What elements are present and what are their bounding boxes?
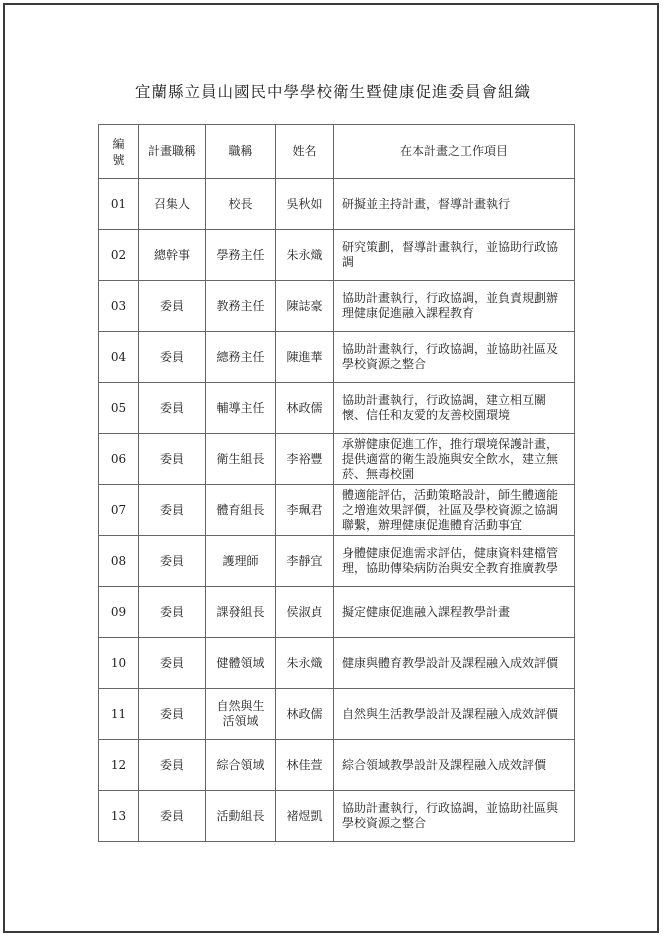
row-duty: 承辦健康促進工作，推行環境保護計畫，提供適當的衛生設施與安全飲水，建立無菸、無毒校園: [334, 434, 575, 485]
row-title: 體育組長: [206, 485, 276, 536]
row-name: 李珮君: [276, 485, 334, 536]
row-name: 吳秋如: [276, 179, 334, 230]
row-role: 總幹事: [139, 230, 206, 281]
row-name: 林政儒: [276, 689, 334, 740]
row-title: 活動組長: [206, 791, 276, 842]
row-title: 校長: [206, 179, 276, 230]
row-role: 委員: [139, 281, 206, 332]
row-number: 03: [99, 281, 139, 332]
row-duty: 研擬並主持計畫，督導計畫執行: [334, 179, 575, 230]
row-title: 總務主任: [206, 332, 276, 383]
row-duty: 身體健康促進需求評估，健康資料建檔管理，協助傳染病防治與安全教育推廣教學: [334, 536, 575, 587]
row-name: 褚煜凱: [276, 791, 334, 842]
row-title: 課發組長: [206, 587, 276, 638]
row-title: 健體領域: [206, 638, 276, 689]
table-row: [99, 434, 575, 485]
row-role: 委員: [139, 536, 206, 587]
row-role: 委員: [139, 485, 206, 536]
row-role: 委員: [139, 332, 206, 383]
row-role: 委員: [139, 383, 206, 434]
table-row: [99, 587, 575, 638]
row-duty: 協助計畫執行，行政協調，並負責規劃辦理健康促進融入課程教育: [334, 281, 575, 332]
table-row: [99, 281, 575, 332]
header-no: 編號: [99, 125, 139, 179]
row-duty: 自然與生活教學設計及課程融入成效評價: [334, 689, 575, 740]
row-number: 02: [99, 230, 139, 281]
row-duty: 研究策劃，督導計畫執行，並協助行政協調: [334, 230, 575, 281]
row-name: 陳進華: [276, 332, 334, 383]
committee-table: [98, 124, 575, 842]
table-header-row: [99, 125, 575, 179]
header-role: 計畫職稱: [139, 125, 206, 179]
row-name: 侯淑貞: [276, 587, 334, 638]
row-duty: 協助計畫執行，行政協調，並協助社區及學校資源之整合: [334, 332, 575, 383]
row-number: 09: [99, 587, 139, 638]
row-name: 林政儒: [276, 383, 334, 434]
row-role: 委員: [139, 434, 206, 485]
table-row: [99, 536, 575, 587]
row-name: 林佳萱: [276, 740, 334, 791]
row-title: 自然與生活領域: [206, 689, 276, 740]
table-row: [99, 179, 575, 230]
row-role: 召集人: [139, 179, 206, 230]
row-role: 委員: [139, 740, 206, 791]
row-name: 陳誌豪: [276, 281, 334, 332]
table-row: [99, 689, 575, 740]
row-role: 委員: [139, 638, 206, 689]
row-title: 護理師: [206, 536, 276, 587]
row-role: 委員: [139, 689, 206, 740]
row-name: 朱永熾: [276, 230, 334, 281]
row-duty: 擬定健康促進融入課程教學計畫: [334, 587, 575, 638]
row-number: 04: [99, 332, 139, 383]
table-row: [99, 383, 575, 434]
row-name: 李靜宜: [276, 536, 334, 587]
row-title: 綜合領域: [206, 740, 276, 791]
table-row: [99, 230, 575, 281]
row-title: 學務主任: [206, 230, 276, 281]
row-duty: 協助計畫執行，行政協調，建立相互關懷、信任和友愛的友善校園環境: [334, 383, 575, 434]
row-number: 05: [99, 383, 139, 434]
row-role: 委員: [139, 587, 206, 638]
table-row: [99, 638, 575, 689]
document-title: 宜蘭縣立員山國民中學學校衛生暨健康促進委員會組織: [134, 83, 531, 101]
header-duty: 在本計畫之工作項目: [334, 125, 575, 179]
row-title: 衛生組長: [206, 434, 276, 485]
table-row: [99, 740, 575, 791]
row-title: 教務主任: [206, 281, 276, 332]
header-name: 姓名: [276, 125, 334, 179]
row-role: 委員: [139, 791, 206, 842]
row-number: 13: [99, 791, 139, 842]
row-title: 輔導主任: [206, 383, 276, 434]
table-row: [99, 332, 575, 383]
row-duty: 綜合領域教學設計及課程融入成效評價: [334, 740, 575, 791]
row-duty: 健康與體育教學設計及課程融入成效評價: [334, 638, 575, 689]
table-row: [99, 791, 575, 842]
row-duty: 協助計畫執行，行政協調，並協助社區與學校資源之整合: [334, 791, 575, 842]
row-name: 李裕豐: [276, 434, 334, 485]
header-title: 職稱: [206, 125, 276, 179]
row-number: 06: [99, 434, 139, 485]
row-number: 10: [99, 638, 139, 689]
row-number: 01: [99, 179, 139, 230]
table-row: [99, 485, 575, 536]
row-number: 07: [99, 485, 139, 536]
row-number: 11: [99, 689, 139, 740]
row-duty: 體適能評估，活動策略設計，師生體適能之增進效果評價，社區及學校資源之協調聯繫，辦理健康促進體育活動事宜: [334, 485, 575, 536]
row-number: 08: [99, 536, 139, 587]
row-number: 12: [99, 740, 139, 791]
row-name: 朱永熾: [276, 638, 334, 689]
